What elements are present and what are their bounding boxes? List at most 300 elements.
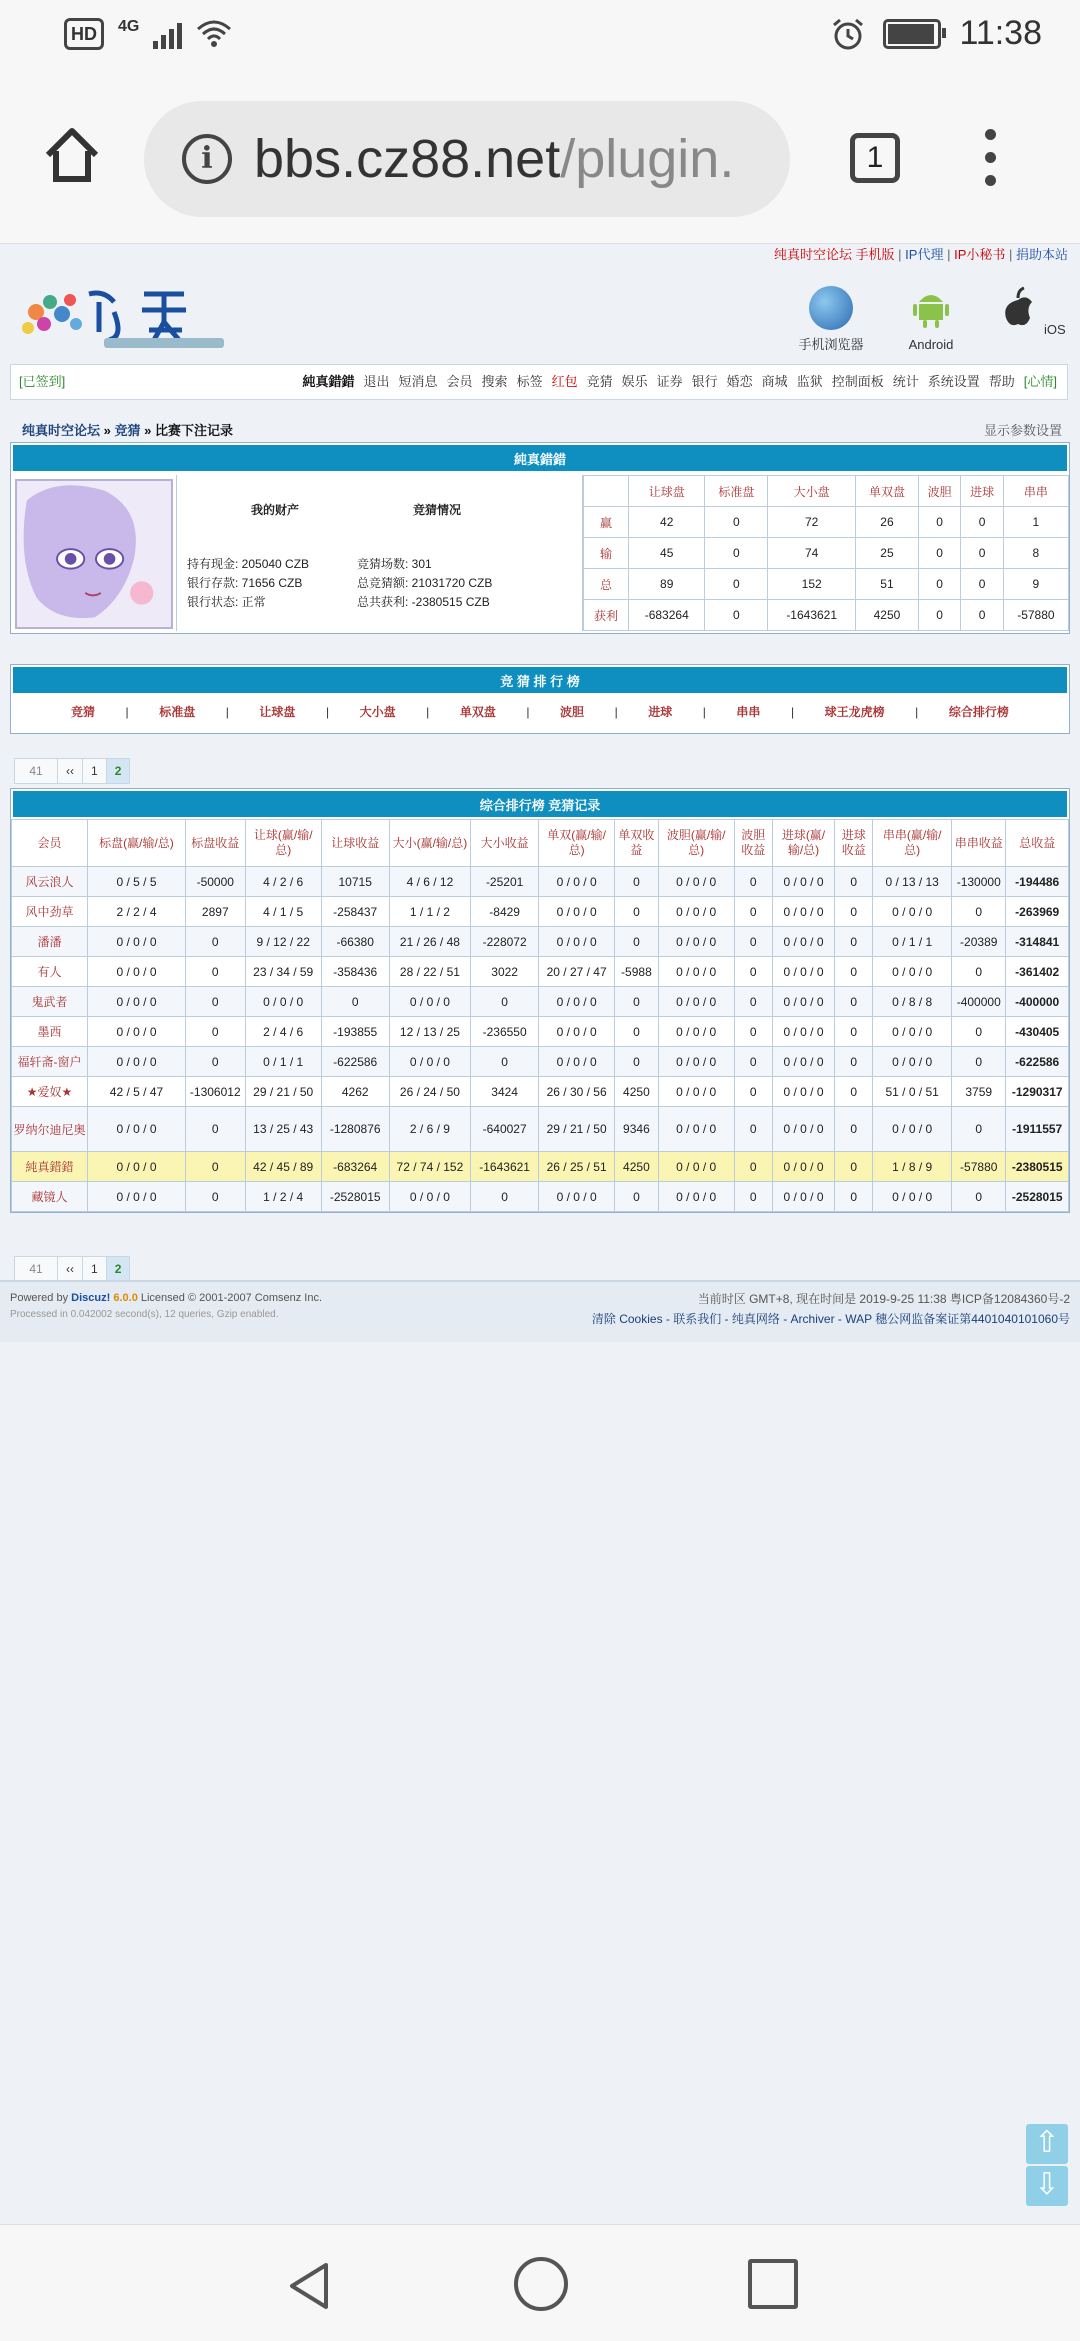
table-cell: 0 — [615, 987, 658, 1017]
table-cell: 0 — [734, 1152, 772, 1182]
total-bet: 总竞猜额: 21031720 CZB — [357, 576, 493, 590]
stats-row-lose: 输 45 0 74 25 0 0 8 — [584, 538, 1069, 569]
back-icon[interactable] — [286, 2261, 332, 2311]
table-cell: 0 / 0 / 0 — [658, 897, 734, 927]
table-cell: 0 — [734, 867, 772, 897]
table-cell: 0 / 0 / 0 — [389, 987, 471, 1017]
table-cell: 20 / 27 / 47 — [539, 957, 615, 987]
table-cell: 0 / 0 / 0 — [88, 1152, 186, 1182]
table-cell: 0 / 1 / 1 — [245, 1047, 321, 1077]
member-name-link[interactable]: 风云浪人 — [12, 867, 88, 897]
records-col-header: 进球收益 — [835, 820, 873, 867]
rank-link-overunder[interactable]: 大小盘 — [359, 705, 396, 719]
table-cell: 0 — [835, 897, 873, 927]
table-cell: 0 — [835, 1077, 873, 1107]
table-cell: 0 / 0 / 0 — [658, 1182, 734, 1212]
table-cell: 9 / 12 / 22 — [245, 927, 321, 957]
records-col-header: 大小(赢/输/总) — [389, 820, 471, 867]
url-text[interactable]: bbs.cz88.net/plugin. — [254, 129, 735, 189]
table-cell: 0 / 0 / 0 — [772, 867, 834, 897]
table-cell: 0 / 0 / 0 — [88, 927, 186, 957]
table-cell: 1 / 8 / 9 — [873, 1152, 952, 1182]
table-cell: -2528015 — [321, 1182, 389, 1212]
records-col-header: 标盘收益 — [185, 820, 245, 867]
nav-logout[interactable]: 退出 — [363, 374, 390, 389]
table-cell: 0 — [952, 897, 1006, 927]
total-profit-cell: -2528015 — [1006, 1182, 1069, 1212]
table-row — [12, 1107, 1069, 1152]
tab-switcher-button[interactable]: 1 — [850, 133, 900, 183]
table-cell: -193855 — [321, 1017, 389, 1047]
total-profit: 总共获利: -2380515 CZB — [357, 595, 490, 609]
table-cell: 0 / 0 / 0 — [539, 1047, 615, 1077]
pager-prev[interactable]: ‹‹ — [57, 758, 83, 784]
table-cell: 23 / 34 / 59 — [245, 957, 321, 987]
table-cell: 0 / 0 / 0 — [873, 1107, 952, 1152]
rank-link-king[interactable]: 球王龙虎榜 — [824, 705, 885, 719]
page-footer — [0, 1280, 1080, 1342]
processed-info: Processed in 0.042002 second(s), 12 queries, Gzip enabled. — [10, 1309, 279, 1320]
rank-link-oddeven[interactable]: 单双盘 — [459, 705, 496, 719]
table-cell: 26 / 25 / 51 — [539, 1152, 615, 1182]
member-name-link[interactable]: 墨西 — [12, 1017, 88, 1047]
table-cell: 0 — [835, 1182, 873, 1212]
table-cell: -8429 — [471, 897, 539, 927]
scroll-buttons — [1026, 2124, 1068, 2208]
table-cell: 2 / 6 / 9 — [389, 1107, 471, 1152]
table-cell: 4250 — [615, 1152, 658, 1182]
table-cell: -228072 — [471, 927, 539, 957]
total-profit-cell: -1290317 — [1006, 1077, 1069, 1107]
table-cell: 51 / 0 / 51 — [873, 1077, 952, 1107]
table-cell: 0 / 0 / 0 — [539, 987, 615, 1017]
table-row — [12, 867, 1069, 897]
table-cell: 0 — [835, 987, 873, 1017]
table-cell: 0 — [615, 1182, 658, 1212]
records-col-header: 单双(赢/输/总) — [539, 820, 615, 867]
records-col-header: 串串(赢/输/总) — [873, 820, 952, 867]
table-cell: -236550 — [471, 1017, 539, 1047]
pager-bottom — [14, 1256, 129, 1282]
signed-status[interactable]: [已签到] — [19, 374, 66, 389]
rank-link-guess[interactable]: 竞猜 — [71, 705, 96, 719]
footer-links[interactable]: 清除 Cookies - 联系我们 - 纯真网络 - Archiver - WAP 穗公网监备案证第4401040101060号 — [591, 1312, 1070, 1326]
table-cell: -57880 — [952, 1152, 1006, 1182]
table-cell: 42 / 5 / 47 — [88, 1077, 186, 1107]
table-cell: 12 / 13 / 25 — [389, 1017, 471, 1047]
nav-messages[interactable]: 短消息 — [398, 374, 438, 389]
table-cell: 9346 — [615, 1107, 658, 1152]
table-cell: 0 / 0 / 0 — [88, 1107, 186, 1152]
table-cell: 0 / 0 / 0 — [88, 1017, 186, 1047]
rank-link-parlay[interactable]: 串串 — [736, 705, 761, 719]
ranking-links: 竞猜 | 标准盘 | 让球盘 | 大小盘 | 单双盘 | 波胆 | 进球 | 串串 | 球王龙虎榜 | 综合排行榜 — [11, 695, 1069, 729]
table-cell: 0 — [734, 927, 772, 957]
table-cell: 0 — [471, 1182, 539, 1212]
nav-username[interactable]: 純真錯錯 — [302, 374, 355, 389]
table-cell: -683264 — [321, 1152, 389, 1182]
table-cell: -1306012 — [185, 1077, 245, 1107]
table-cell: 29 / 21 / 50 — [539, 1107, 615, 1152]
nav-search[interactable]: 搜索 — [481, 374, 508, 389]
avatar — [15, 479, 173, 629]
total-profit-cell: -361402 — [1006, 957, 1069, 987]
records-table — [11, 819, 1069, 1212]
table-cell: 0 — [185, 1047, 245, 1077]
stats-row-profit: 获利 -683264 0 -1643621 4250 0 0 -57880 — [584, 600, 1069, 631]
table-cell: -1643621 — [471, 1152, 539, 1182]
assets-panel — [176, 475, 583, 631]
table-cell: -400000 — [952, 987, 1006, 1017]
table-cell: 0 / 0 / 0 — [772, 897, 834, 927]
table-cell: 0 / 0 / 0 — [539, 867, 615, 897]
rank-link-score[interactable]: 波胆 — [560, 705, 585, 719]
pager-page-2: 2 — [106, 758, 131, 784]
table-row — [12, 1182, 1069, 1212]
discuz-link[interactable]: Discuz! — [71, 1292, 111, 1304]
nav-tags[interactable]: 标签 — [516, 374, 543, 389]
table-cell: 4250 — [615, 1077, 658, 1107]
member-name-link[interactable]: 藏镜人 — [12, 1182, 88, 1212]
signal-icon — [153, 19, 182, 49]
table-cell: 0 / 0 / 0 — [539, 927, 615, 957]
records-header: 综合排行榜 竞猜记录 — [11, 789, 1069, 819]
table-row — [12, 897, 1069, 927]
table-cell: -1280876 — [321, 1107, 389, 1152]
table-cell: 26 / 24 / 50 — [389, 1077, 471, 1107]
alarm-icon — [831, 17, 865, 51]
table-cell: 21 / 26 / 48 — [389, 927, 471, 957]
table-row — [12, 927, 1069, 957]
table-cell: 0 — [321, 987, 389, 1017]
nav-system-settings[interactable]: 系统设置 — [927, 374, 980, 389]
app-downloads — [796, 286, 1066, 353]
records-col-header: 单双收益 — [615, 820, 658, 867]
nav-guess[interactable]: 竞猜 — [586, 374, 613, 389]
system-nav-bar — [0, 2224, 1080, 2341]
profile-header: 純真錯錯 — [11, 443, 1069, 473]
ios-app[interactable]: iOS — [996, 286, 1066, 353]
stats-row-win: 赢 42 0 72 26 0 0 1 — [584, 507, 1069, 538]
assets-title: 我的财产 — [251, 503, 300, 517]
table-cell: 0 / 0 / 0 — [658, 987, 734, 1017]
table-cell: 0 — [952, 957, 1006, 987]
table-cell: 3759 — [952, 1077, 1006, 1107]
table-cell: 0 / 0 / 0 — [658, 1047, 734, 1077]
total-profit-cell: -2380515 — [1006, 1152, 1069, 1182]
rank-link-goals[interactable]: 进球 — [648, 705, 673, 719]
table-cell: 1 / 2 / 4 — [245, 1182, 321, 1212]
records-col-header: 让球收益 — [321, 820, 389, 867]
stats-header-row: 让球盘 标准盘 大小盘 单双盘 波胆 进球 串串 — [584, 476, 1069, 507]
cash-value: 持有现金: 205040 CZB — [187, 557, 310, 571]
table-cell: 0 / 0 / 0 — [658, 927, 734, 957]
table-cell: 4 / 1 / 5 — [245, 897, 321, 927]
table-cell: -358436 — [321, 957, 389, 987]
total-profit-cell: -430405 — [1006, 1017, 1069, 1047]
table-cell: -20389 — [952, 927, 1006, 957]
nav-mood[interactable]: [心情] — [1023, 374, 1057, 389]
table-cell: 0 / 8 / 8 — [873, 987, 952, 1017]
nav-shop[interactable]: 商城 — [761, 374, 788, 389]
records-col-header: 会员 — [12, 820, 88, 867]
ranking-panel — [10, 664, 1070, 734]
table-cell: 0 — [615, 927, 658, 957]
ranking-header: 竞 猜 排 行 榜 — [11, 665, 1069, 695]
records-col-header: 让球(赢/输/总) — [245, 820, 321, 867]
table-row — [12, 987, 1069, 1017]
table-cell: 0 / 0 / 0 — [658, 1107, 734, 1152]
overflow-menu-icon[interactable] — [985, 129, 997, 198]
table-cell: 0 — [185, 1107, 245, 1152]
battery-icon — [883, 19, 941, 49]
forum-mobile-link[interactable]: 纯真时空论坛 手机版 — [773, 247, 895, 262]
table-row — [12, 1152, 1069, 1182]
table-cell: 0 / 0 / 0 — [772, 1107, 834, 1152]
table-cell: 0 — [835, 1107, 873, 1152]
table-cell: 0 — [185, 1182, 245, 1212]
table-cell: 0 / 0 / 0 — [539, 1017, 615, 1047]
timezone-info: 当前时区 GMT+8, 现在时间是 2019-9-25 11:38 粤ICP备12084360号-2 — [697, 1292, 1070, 1306]
nav-members[interactable]: 会员 — [446, 374, 473, 389]
scroll-down-icon[interactable]: ⇩ — [1026, 2166, 1068, 2206]
table-cell: 0 — [615, 897, 658, 927]
profile-panel — [10, 442, 1070, 634]
table-cell: 0 / 0 / 0 — [88, 957, 186, 987]
rank-link-handicap[interactable]: 让球盘 — [259, 705, 296, 719]
table-cell: 0 — [185, 957, 245, 987]
table-cell: 0 — [952, 1047, 1006, 1077]
records-panel — [10, 788, 1070, 1213]
home-nav-icon[interactable] — [514, 2257, 568, 2311]
table-cell: 0 / 0 / 0 — [772, 1077, 834, 1107]
table-cell: 0 — [734, 987, 772, 1017]
hd-indicator: HD — [64, 18, 104, 50]
member-name-link[interactable]: 有人 — [12, 957, 88, 987]
table-cell: 0 / 0 / 0 — [88, 987, 186, 1017]
nav-items — [302, 365, 1057, 399]
records-col-header: 波胆收益 — [734, 820, 772, 867]
ip-secretary-link[interactable]: IP小秘书 — [954, 247, 1006, 262]
total-profit-cell: -1911557 — [1006, 1107, 1069, 1152]
member-name-link[interactable]: 鬼武者 — [12, 987, 88, 1017]
android-icon — [909, 286, 953, 330]
total-profit-cell: -194486 — [1006, 867, 1069, 897]
mobile-browser-app[interactable]: 手机浏览器 — [796, 286, 866, 353]
table-cell: 0 — [471, 987, 539, 1017]
table-cell: 10715 — [321, 867, 389, 897]
table-cell: 0 / 0 / 0 — [772, 957, 834, 987]
network-type: 4G — [118, 18, 140, 35]
table-cell: -258437 — [321, 897, 389, 927]
donate-link[interactable]: 捐助本站 — [1015, 247, 1068, 262]
status-bar — [0, 0, 1080, 75]
table-cell: 29 / 21 / 50 — [245, 1077, 321, 1107]
total-profit-cell: -263969 — [1006, 897, 1069, 927]
address-bar[interactable] — [144, 101, 790, 217]
nav-marriage[interactable]: 婚恋 — [726, 374, 753, 389]
table-cell: 0 / 0 / 0 — [245, 987, 321, 1017]
browser-toolbar — [0, 75, 1080, 244]
powered-by: Powered by Discuz! 6.0.0 Licensed © 2001-2007 Comsenz Inc. — [10, 1292, 323, 1304]
table-cell: 0 — [185, 987, 245, 1017]
table-cell: 0 / 0 / 0 — [772, 1182, 834, 1212]
table-cell: 0 / 0 / 0 — [389, 1182, 471, 1212]
pager-page-2: 2 — [106, 1256, 131, 1282]
records-col-header: 标盘(赢/输/总) — [88, 820, 186, 867]
scroll-up-icon[interactable]: ⇧ — [1026, 2124, 1068, 2164]
table-cell: 2 / 2 / 4 — [88, 897, 186, 927]
table-cell: 0 — [471, 1047, 539, 1077]
member-name-link[interactable]: ★爱奴★ — [12, 1077, 88, 1107]
nav-redpacket[interactable]: 红包 — [551, 374, 578, 389]
table-cell: 4262 — [321, 1077, 389, 1107]
wifi-icon — [196, 19, 232, 49]
table-row — [12, 1047, 1069, 1077]
pager-page-1[interactable]: 1 — [82, 758, 107, 784]
table-cell: 42 / 45 / 89 — [245, 1152, 321, 1182]
total-profit-cell: -622586 — [1006, 1047, 1069, 1077]
breadcrumb-section[interactable]: 竞猜 — [114, 423, 141, 438]
table-cell: 0 / 0 / 0 — [772, 1017, 834, 1047]
table-cell: 0 / 0 / 0 — [88, 1182, 186, 1212]
table-cell: -50000 — [185, 867, 245, 897]
nav-entertainment[interactable]: 娱乐 — [621, 374, 648, 389]
table-cell: 0 / 0 / 0 — [772, 987, 834, 1017]
table-cell: 0 / 0 / 0 — [873, 1017, 952, 1047]
table-cell: 72 / 74 / 152 — [389, 1152, 471, 1182]
table-cell: 0 / 0 / 0 — [539, 1182, 615, 1212]
table-cell: 4 / 6 / 12 — [389, 867, 471, 897]
breadcrumb-current: 比赛下注记录 — [154, 423, 233, 438]
table-cell: 2897 — [185, 897, 245, 927]
table-cell: -66380 — [321, 927, 389, 957]
android-app[interactable]: Android — [896, 286, 966, 353]
records-col-header: 波胆(赢/输/总) — [658, 820, 734, 867]
stats-table — [583, 475, 1069, 631]
table-cell: 0 — [835, 927, 873, 957]
member-name-link[interactable]: 純真錯錯 — [12, 1152, 88, 1182]
table-cell: 0 — [734, 1107, 772, 1152]
table-cell: 0 / 0 / 0 — [873, 1047, 952, 1077]
table-cell: 0 — [952, 1107, 1006, 1152]
table-cell: -5988 — [615, 957, 658, 987]
table-cell: 26 / 30 / 56 — [539, 1077, 615, 1107]
nav-control-panel[interactable]: 控制面板 — [831, 374, 884, 389]
table-cell: -622586 — [321, 1047, 389, 1077]
nav-bank[interactable]: 银行 — [691, 374, 718, 389]
table-cell: 0 — [615, 1047, 658, 1077]
table-cell: 0 — [835, 1017, 873, 1047]
records-col-header: 串串收益 — [952, 820, 1006, 867]
table-cell: 0 — [734, 957, 772, 987]
pager-top — [14, 758, 129, 784]
show-settings-link[interactable]: 显示参数设置 — [983, 423, 1062, 438]
table-cell: 0 / 0 / 0 — [88, 1047, 186, 1077]
pager-total: 41 — [14, 758, 58, 784]
table-row — [12, 1077, 1069, 1107]
table-row — [12, 957, 1069, 987]
recents-icon[interactable] — [748, 2259, 798, 2309]
nav-help[interactable]: 帮助 — [988, 374, 1015, 389]
table-cell: 0 — [734, 897, 772, 927]
breadcrumb-home[interactable]: 纯真时空论坛 — [22, 423, 101, 438]
table-cell: 0 — [835, 957, 873, 987]
table-cell: -130000 — [952, 867, 1006, 897]
member-name-link[interactable]: 福轩斋-窗户 — [12, 1047, 88, 1077]
table-cell: 0 — [734, 1077, 772, 1107]
ip-proxy-link[interactable]: IP代理 — [905, 247, 944, 262]
stats-row-total: 总 89 0 152 51 0 0 9 — [584, 569, 1069, 600]
table-cell: 2 / 4 / 6 — [245, 1017, 321, 1047]
table-cell: 0 — [835, 867, 873, 897]
table-cell: -25201 — [471, 867, 539, 897]
table-cell: 0 — [734, 1047, 772, 1077]
forum-navbar — [10, 364, 1068, 400]
table-cell: 0 — [185, 1152, 245, 1182]
guess-title: 竞猜情况 — [413, 503, 462, 517]
table-cell: 0 — [734, 1182, 772, 1212]
pager-prev[interactable]: ‹‹ — [57, 1256, 83, 1282]
table-cell: 0 / 0 / 0 — [873, 1182, 952, 1212]
table-cell: 0 — [952, 1017, 1006, 1047]
rank-link-overall[interactable]: 综合排行榜 — [948, 705, 1009, 719]
table-cell: 1 / 1 / 2 — [389, 897, 471, 927]
member-name-link[interactable]: 风中劲草 — [12, 897, 88, 927]
table-cell: 0 — [734, 1017, 772, 1047]
table-cell: 0 / 13 / 13 — [873, 867, 952, 897]
table-cell: 0 / 1 / 1 — [873, 927, 952, 957]
table-cell: 0 / 0 / 0 — [772, 927, 834, 957]
member-name-link[interactable]: 潘潘 — [12, 927, 88, 957]
table-cell: 0 / 0 / 0 — [658, 1017, 734, 1047]
table-cell: 0 — [185, 1017, 245, 1047]
records-col-header: 大小收益 — [471, 820, 539, 867]
table-cell: 0 — [952, 1182, 1006, 1212]
table-cell: 0 / 0 / 0 — [658, 867, 734, 897]
table-cell: 0 / 0 / 0 — [539, 897, 615, 927]
bank-status: 银行状态: 正常 — [187, 595, 266, 609]
site-logo[interactable] — [14, 282, 244, 352]
table-cell: 0 / 0 / 0 — [873, 957, 952, 987]
table-cell: 0 — [835, 1152, 873, 1182]
rank-link-standard[interactable]: 标准盘 — [159, 705, 196, 719]
table-cell: 0 / 5 / 5 — [88, 867, 186, 897]
table-cell: 0 / 0 / 0 — [658, 957, 734, 987]
table-cell: 13 / 25 / 43 — [245, 1107, 321, 1152]
nav-stats[interactable]: 统计 — [892, 374, 919, 389]
table-cell: 0 / 0 / 0 — [873, 897, 952, 927]
apple-icon — [996, 286, 1040, 330]
member-name-link[interactable]: 罗纳尔迪尼奥 — [12, 1107, 88, 1152]
home-icon[interactable] — [40, 123, 104, 187]
nav-prison[interactable]: 监狱 — [796, 374, 823, 389]
table-cell: -640027 — [471, 1107, 539, 1152]
info-icon[interactable]: i — [182, 134, 232, 184]
pager-page-1[interactable]: 1 — [82, 1256, 107, 1282]
table-cell: 0 / 0 / 0 — [389, 1047, 471, 1077]
records-col-header: 总收益 — [1006, 820, 1069, 867]
table-row — [12, 1017, 1069, 1047]
nav-securities[interactable]: 证券 — [656, 374, 683, 389]
table-cell: 0 / 0 / 0 — [658, 1152, 734, 1182]
records-col-header: 进球(赢/输/总) — [772, 820, 834, 867]
games-count: 竞猜场数: 301 — [357, 557, 432, 571]
table-cell: 0 / 0 / 0 — [658, 1077, 734, 1107]
web-page — [0, 244, 1080, 2224]
table-cell: 3424 — [471, 1077, 539, 1107]
bank-value: 银行存款: 71656 CZB — [187, 576, 303, 590]
